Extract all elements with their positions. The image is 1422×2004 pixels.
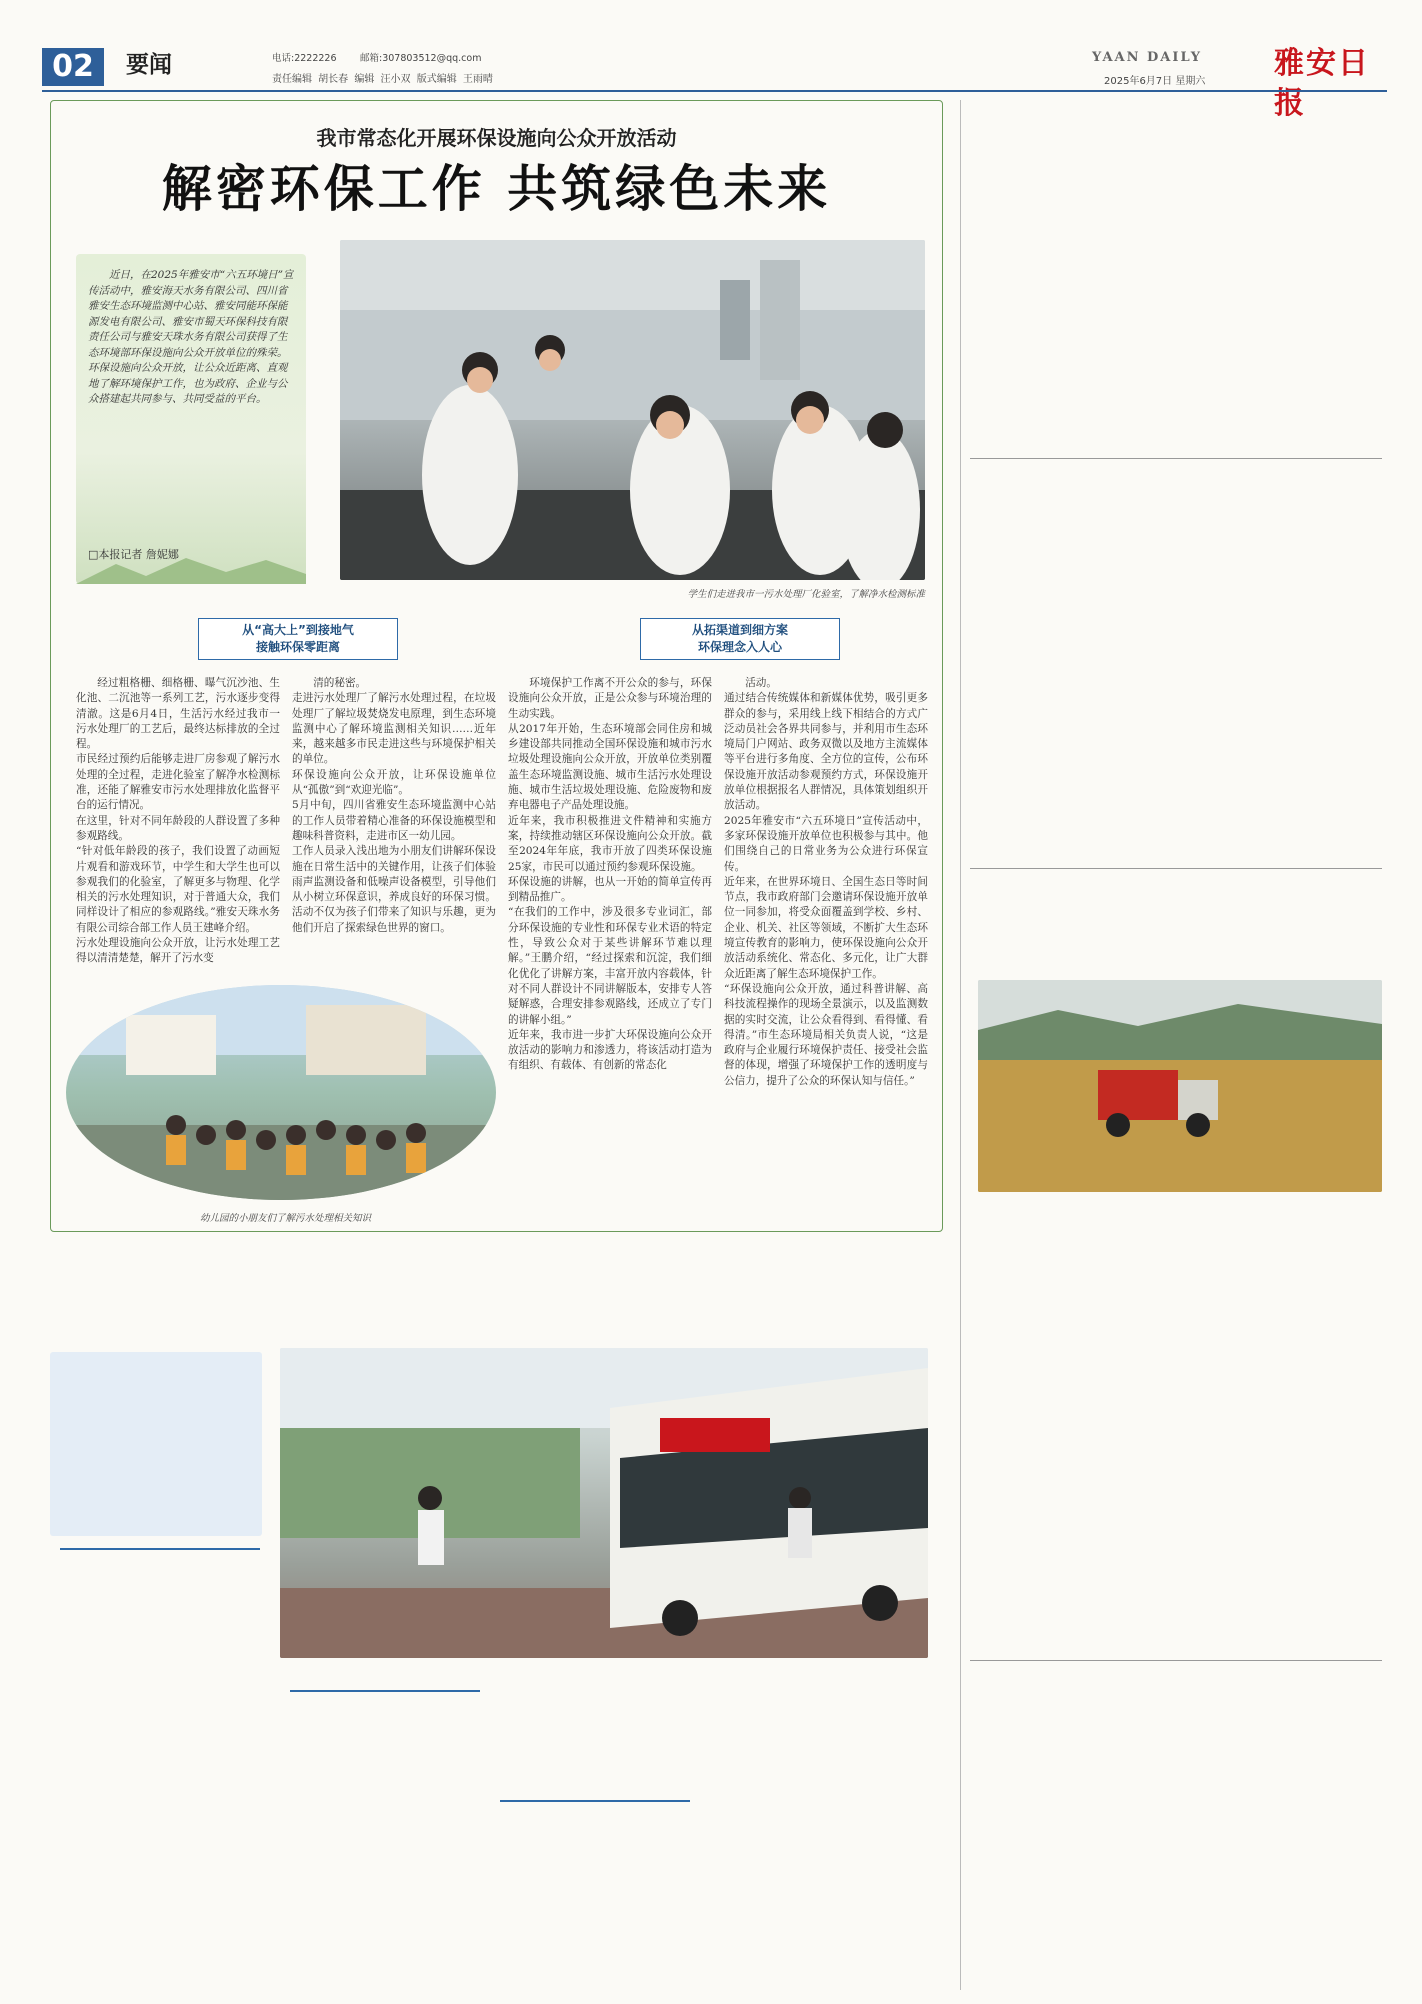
exam-body-col3 <box>494 1690 694 1788</box>
environment-body-col4-text: 活动。 通过结合传统媒体和新媒体优势，吸引更多群众的参与，采用线上线下相结合的方式广泛动员社会各界共同参与，并利用市生态环境局门户网站、政务双微以及地方主流媒体等平台进行多角度、全方位的宣传，公布环保设施开放活动参观预约方式，环保设施开放单位根据报名人群情况，具体策划组织开放活动。 2025年雅安市“六五环境日”宣传活动中，多家环保设施开放单位也积极参与其中。他们围绕自己的日常业务为公众进行环保宣传。 近年来，在世界环境日、全国生态日等时间节点，我市政府部门会邀请环保设施开放单位一同参加，将受众面覆盖到学校、乡村、企业、机关、社区等领域，不断扩大生态环境宣传教育的影响力，使环保设施向公众开放活动系统化、常态化、多元化，让广大群众近距离了解生态环境保护工作。 “环保设施向公众开放，通过科普讲解、高科技流程操作的现场全景演示，以及监测数据的实时交流，让公众看得到、看得懂、看得清。”市生态环境局相关负责人说，“这是政府与企业履行环境保护责任、接受社会监督的体现，增强了环境保护工作的透明度与公信力，提升了公众的环保认知与信任。” <box>724 677 928 1087</box>
lushan-body-col1 <box>978 1216 1174 1652</box>
subhead-strict-supervision <box>290 1690 480 1692</box>
subhead-strict-supervision-main <box>290 1690 480 1692</box>
tianquan-body-col2 <box>1186 530 1382 860</box>
kindergarten-photo <box>66 985 496 1200</box>
wheat-scene <box>978 980 1382 1192</box>
packaging-body-col1 <box>978 1734 1174 1992</box>
lab-scene <box>340 240 925 580</box>
page-number: 02 <box>42 48 104 86</box>
lab-photo <box>340 240 925 580</box>
tianquan-body-col1 <box>978 530 1174 860</box>
divider-1 <box>970 458 1382 459</box>
kindergarten-scene <box>66 985 496 1200</box>
exam-bus-photo <box>280 1348 928 1658</box>
exam-body-col4 <box>706 1690 930 1994</box>
environment-reporter: □本报记者 詹妮娜 <box>88 548 179 561</box>
environment-lead-box <box>76 254 306 584</box>
paper-logo: 雅安日报 <box>1274 46 1370 121</box>
environment-body-col2-text: 清的秘密。 走进污水处理厂了解污水处理过程，在垃圾处理厂了解垃圾焚烧发电原理，到生态环境监测中心了解环境监测相关知识……近年来，越来越多市民走进这些与环境保护相关的单位。 环保设施向公众开放，让环保设施单位从“孤傲”到“欢迎光临”。 5月中旬，四川省雅安生态环境监测中心站的工作人员带着精心准备的环保设施模型和趣味科普资料，走进市区一幼儿园。 工作人员录入浅出地为小朋友们讲解环保设施在日常生活中的关键作用，让孩子们体验雨声监测设备和低噪声设备模型，引导他们从小树立环保意识，养成良好的环保习惯。活动不仅为孩子们带来了知识与乐趣，更为他们开启了探索绿色世界的窗口。 <box>292 677 496 934</box>
header-date: 2025年6月7日 星期六 <box>1104 76 1206 87</box>
subhead-advance-planning <box>60 1548 260 1550</box>
exam-banner-box <box>660 1418 770 1452</box>
subhead-broaden-channels: 从拓渠道到细方案 环保理念入人心 <box>640 618 840 660</box>
baoxing-body-col1 <box>978 222 1174 450</box>
exam-lead <box>60 1362 252 1502</box>
environment-title: 解密环保工作 共筑绿色未来 <box>161 160 832 218</box>
lab-photo-caption: 学生们走进我市一污水处理厂化验室，了解净水检测标准 <box>687 589 925 600</box>
lushan-body-col2 <box>1186 1216 1382 1652</box>
environment-body-col3-text: 环境保护工作离不开公众的参与，环保设施向公众开放，正是公众参与环境治理的生动实践。 从2017年开始，生态环境部会同住房和城乡建设部共同推动全国环保设施和城市污水垃圾处理设施向公众开放，开放单位类别覆盖生态环境监测设施、城市生活污水处理设施、城市生活垃圾处理设施、危险废物和废弃电器电子产品处理设施。 近年来，我市积极推进文件精神和实施方案，持续推动辖区环保设施向公众开放。截至2024年年底，我市开放了四类环保设施25家，市民可以通过预约参观环保设施。 环保设施的讲解，也从一开始的简单宣传再到精品推广。 “在我们的工作中，涉及很多专业词汇，部分环保设施的专业性和环保专业术语的特定性，导致公众对于某些讲解环节难以理解。”王鹏介绍，“经过探索和沉淀，我们细化优化了讲解方案，丰富开放内容载体，针对不同人群设计不同讲解版本，安排专人答疑解惑，合理安排参观路线，还成立了专门的讲解小组。” 近年来，我市进一步扩大环保设施向公众开放活动的影响力和渗透力，将该活动打造为有组织、有载体、有创新的常态化 <box>508 677 712 1072</box>
right-column-divider <box>960 100 961 1990</box>
subhead-advance-planning-main <box>60 1548 260 1550</box>
environment-body-col2 <box>292 676 496 966</box>
environment-kicker: 我市常态化开展环保设施向公众开放活动 <box>316 126 677 150</box>
paper-name-en: YAAN DAILY <box>1092 50 1203 65</box>
section-name: 要闻 <box>126 52 172 78</box>
exam-body-col3b <box>494 1846 694 1994</box>
header-email: 邮箱:307803512@qq.com <box>360 53 482 64</box>
exam-bus-scene <box>280 1348 928 1658</box>
exam-lead-box <box>50 1352 262 1536</box>
environment-body-col1 <box>76 676 280 976</box>
masthead <box>42 44 1387 121</box>
header-phone: 电话:2222226 <box>272 53 337 64</box>
subhead-warm-escort <box>500 1800 690 1802</box>
exam-body-col2 <box>282 1736 482 1994</box>
subhead-down-to-earth: 从“高大上”到接地气 接触环保零距离 <box>198 618 398 660</box>
header-rule <box>42 90 1387 92</box>
kindergarten-photo-caption: 幼儿园的小朋友们了解污水处理相关知识 <box>200 1213 372 1224</box>
packaging-body-col2 <box>1186 1734 1382 1992</box>
environment-body-col3 <box>508 676 712 1216</box>
divider-3 <box>970 1660 1382 1661</box>
environment-lead: 近日，在2025年雅安市“六五环境日”宣传活动中，雅安海天水务有限公司、四川省雅安生态环境监测中心站、雅安同能环保能源发电有限公司、雅安市蜀天环保科技有限责任公司与雅安天珠水务有限公司获得了生态环境部环保设施向公众开放单位的殊荣。环保设施向公众开放，让公众近距离、直观地了解环境保护工作，也为政府、企业与公众搭建起共同参与、共同受益的平台。 <box>88 269 294 405</box>
mountain-decoration <box>76 550 306 584</box>
exam-body-col1 <box>56 1594 264 1994</box>
wheat-harvest-photo <box>978 980 1382 1192</box>
environment-body-col4 <box>724 676 928 1216</box>
divider-2 <box>970 868 1382 869</box>
baoxing-body-col2 <box>1186 222 1382 450</box>
header-editors: 责任编辑 胡长春 编辑 汪小双 版式编辑 王雨晴 <box>272 74 493 85</box>
subhead-warm-escort-main <box>500 1800 690 1802</box>
environment-body-col1-text: 经过粗格栅、细格栅、曝气沉沙池、生化池、二沉池等一系列工艺，污水逐步变得清澈。这是6月4日，生活污水经过我市一污水处理厂的工艺后，最终达标排放的全过程。 市民经过预约后能够走进厂房参观了解污水处理的全过程，走进化验室了解净水检测标准，还能了解雅安市污水处理排放化监督平台的运行情况。 在这里，针对不同年龄段的人群设置了多种参观路线。 “针对低年龄段的孩子，我们设置了动画短片观看和游戏环节，中学生和大学生也可以参观我们的化验室，了解更多与物理、化学相关的污水处理知识，对于普通大众，我们同样设计了相应的参观路线。”雅安天珠水务有限公司综合部工作人员王建峰介绍。 污水处理设施向公众开放，让污水处理工艺得以清清楚楚，解开了污水变 <box>76 677 280 965</box>
